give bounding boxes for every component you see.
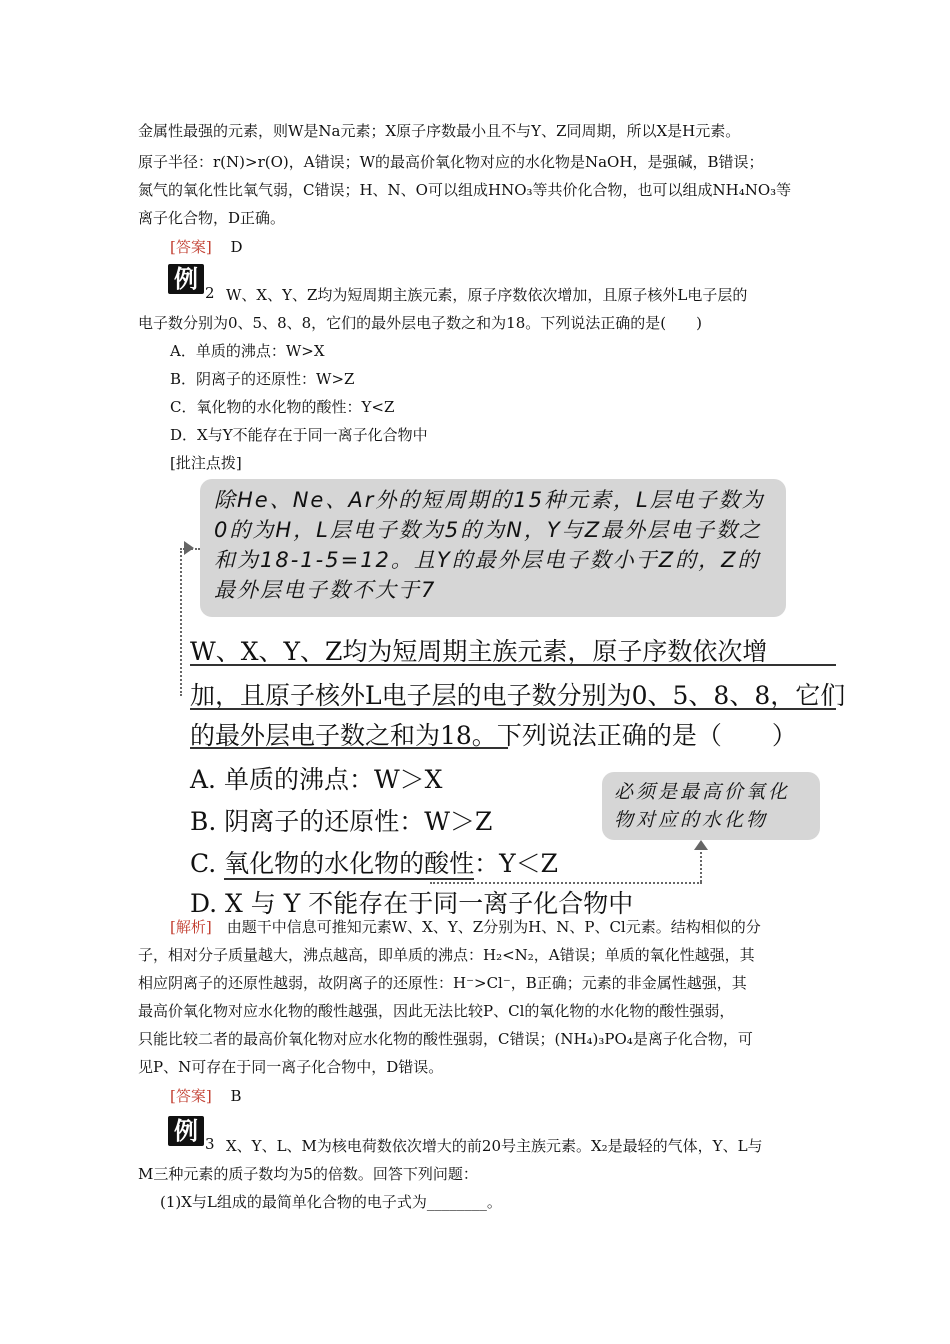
figure-stem-3a: 的最外层电子数之和为18。 <box>190 721 497 750</box>
annotation-note-1: 除He、Ne、Ar外的短周期的15种元素，L层电子数为0的为H，L层电子数为5的为N，Y与Z最外层电子数之和为18-1-5=12。且Y的最外层电子数小于Z的，Z的最外层电子数不大于7 <box>200 479 786 617</box>
analysis-line-6: 见P、N可存在于同一离子化合物中，D错误。 <box>138 1058 444 1076</box>
underline <box>190 708 836 710</box>
option-c: C．氧化物的水化物的酸性：Y<Z <box>170 398 395 416</box>
underline <box>190 747 508 749</box>
example3-stem-1: X、Y、L、M为核电荷数依次增大的前20号主族元素。X₂是最轻的气体，Y、L与 <box>226 1137 763 1155</box>
analysis-tag: [解析] <box>170 918 212 936</box>
figure-option-d: D. X 与 Y 不能存在于同一离子化合物中 <box>190 889 634 918</box>
example-number: 3 <box>205 1135 215 1153</box>
arrow-icon <box>184 541 194 555</box>
analysis-line-4: 最高价氧化物对应水化物的酸性越强，因此无法比较P、Cl的氧化物的水化物的酸性强弱， <box>138 1002 735 1020</box>
figure-option-a: A. 单质的沸点：W＞X <box>190 765 443 794</box>
analysis-line-5: 只能比较二者的最高价氧化物对应水化物的酸性强弱，C错误；(NH₄)₃PO₄是离子化合物，可 <box>138 1030 753 1048</box>
intro-line-1: 金属性最强的元素，则W是Na元素；X原子序数最小且不与Y、Z同周期，所以X是H元素。 <box>138 122 741 140</box>
question-1: (1)X与L组成的最简单化合物的电子式为________。 <box>160 1193 502 1211</box>
annotation-note-2: 必须是最高价氧化物对应的水化物 <box>602 772 820 840</box>
intro-line-2: 原子半径：r(N)>r(O)，A错误；W的最高价氧化物对应的水化物是NaOH，是强碱，B错误； <box>138 153 764 171</box>
connector-line <box>700 848 702 882</box>
figure-option-b: B. 阴离子的还原性：W＞Z <box>190 807 493 836</box>
answer-1 <box>170 236 243 257</box>
figure-option-c: C. 氧化物的水化物的酸性：Y＜Z <box>190 849 559 878</box>
answer-tag: [答案] <box>170 1087 212 1105</box>
answer-2 <box>170 1085 242 1106</box>
intro-line-4: 离子化合物，D正确。 <box>138 209 286 227</box>
analysis-line-3: 相应阴离子的还原性越弱，故阴离子的还原性：H⁻>Cl⁻，B正确；元素的非金属性越强，其 <box>138 974 747 992</box>
connector-line <box>430 882 702 884</box>
highlight-phrase: 氧化物的水化物的酸性 <box>224 849 475 878</box>
example-badge: 例 <box>168 1116 204 1146</box>
figure-stem-1: W、X、Y、Z均为短周期主族元素，原子序数依次增 <box>190 637 768 666</box>
answer-value: D <box>230 238 243 256</box>
option-a: A．单质的沸点：W>X <box>170 342 325 360</box>
example2-stem-2: 电子数分别为0、5、8、8，它们的最外层电子数之和为18。下列说法正确的是( ) <box>138 314 702 332</box>
example2-stem-1: W、X、Y、Z均为短周期主族元素，原子序数依次增加，且原子核外L电子层的 <box>226 286 748 304</box>
underline <box>190 664 836 666</box>
analysis-line-1: [解析] 由题干中信息可推知元素W、X、Y、Z分别为H、N、P、Cl元素。结构相似的分 <box>170 918 761 936</box>
annotation-label: [批注点拨] <box>170 454 242 472</box>
answer-tag: [答案] <box>170 238 212 256</box>
figure-stem-2: 加，且原子核外L电子层的电子数分别为0、5、8、8，它们 <box>190 681 846 710</box>
connector-line <box>180 548 182 696</box>
example3-stem-2: M三种元素的质子数均为5的倍数。回答下列问题： <box>138 1165 478 1183</box>
figure-stem-3b: 下列说法正确的是（ ） <box>496 721 797 750</box>
example-badge: 例 <box>168 264 204 294</box>
option-b: B．阴离子的还原性：W>Z <box>170 370 355 388</box>
answer-value: B <box>230 1087 242 1105</box>
intro-line-3: 氮气的氧化性比氧气弱，C错误；H、N、O可以组成HNO₃等共价化合物，也可以组成NH₄NO₃等 <box>138 181 792 199</box>
example-number: 2 <box>205 284 215 302</box>
option-d: D．X与Y不能存在于同一离子化合物中 <box>170 426 428 444</box>
arrow-icon <box>694 840 708 850</box>
analysis-line-2: 子，相对分子质量越大，沸点越高，即单质的沸点：H₂<N₂，A错误；单质的氧化性越强，其 <box>138 946 755 964</box>
